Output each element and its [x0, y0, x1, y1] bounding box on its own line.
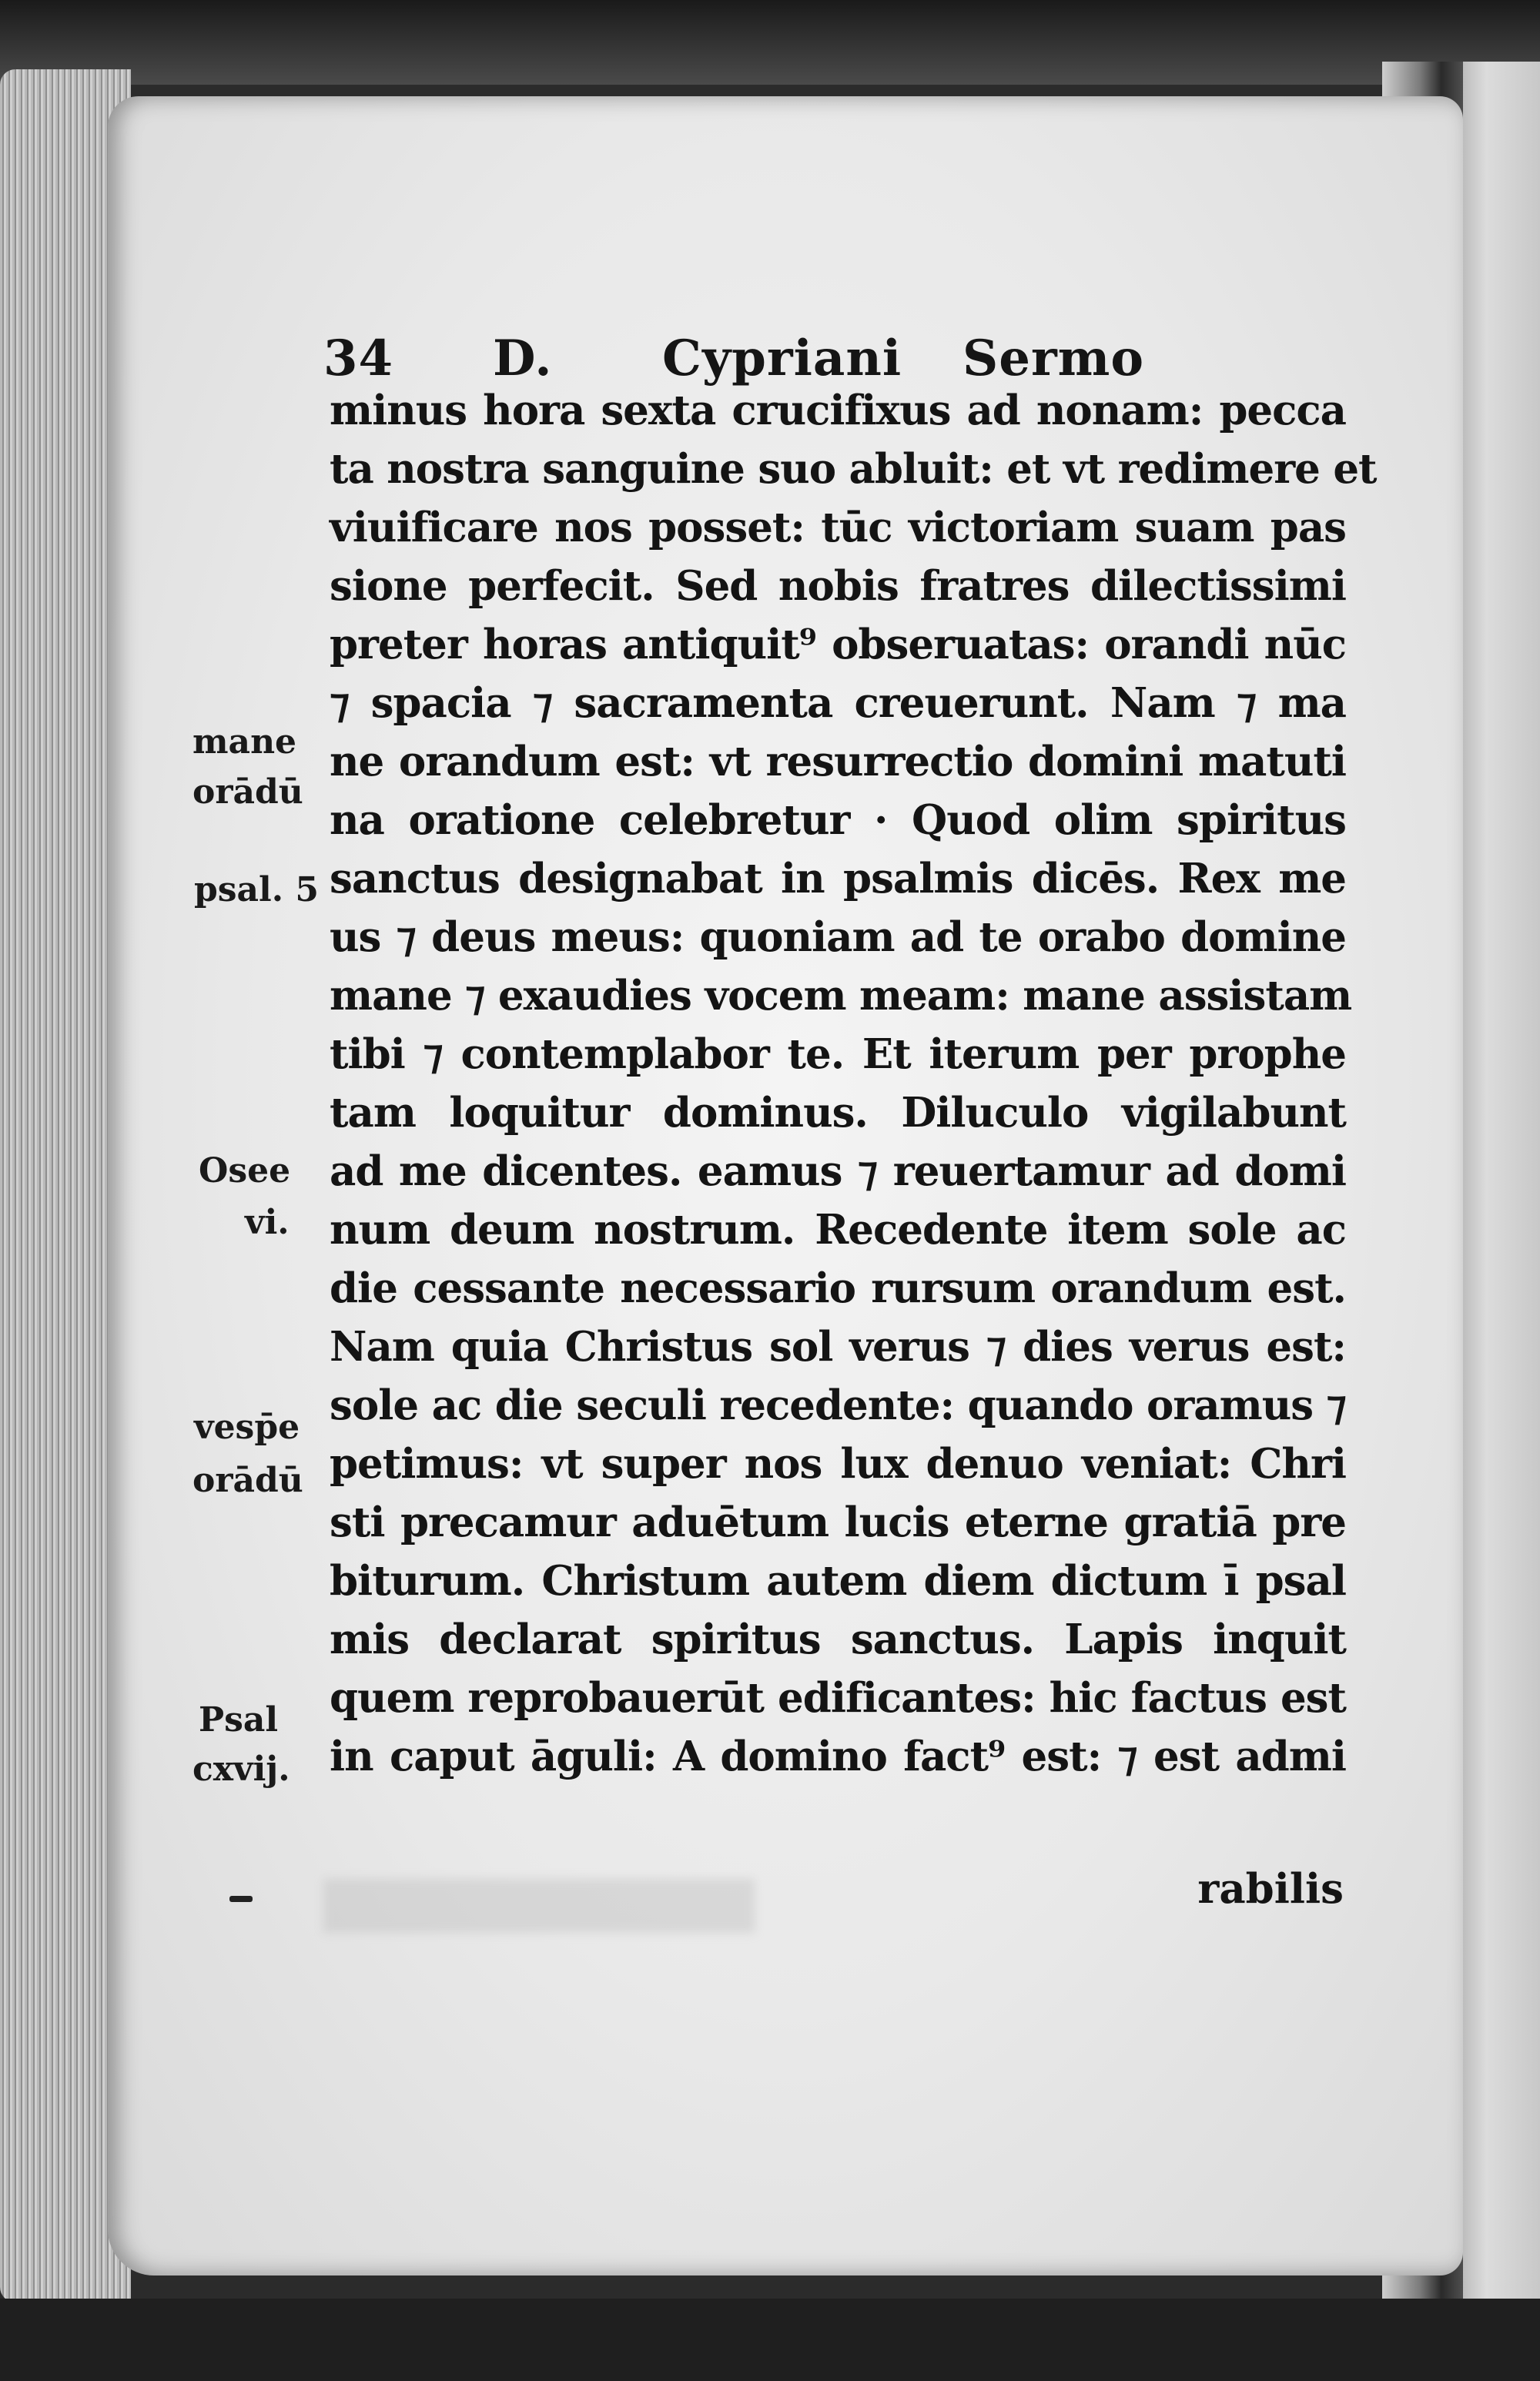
text-line: tam loquitur dominus. Diluculo vigilabunt — [330, 1089, 1346, 1137]
running-head-part: Cypriani — [662, 330, 902, 387]
text-line: Nam quia Christus sol verus ⁊ dies verus est: — [330, 1323, 1346, 1371]
running-head-part: D. — [493, 330, 553, 387]
body-text — [330, 381, 1377, 1786]
margin-note-orandum: orādū — [192, 772, 303, 812]
text-line: ta nostra sanguine suo abluit: et vt redimere et — [330, 445, 1377, 493]
margin-note-psalm-2: Psal — [199, 1700, 279, 1740]
margin-note-mane: mane — [192, 722, 297, 762]
text-line: ad me dicentes. eamus ⁊ reuertamur ad domi — [330, 1147, 1346, 1195]
text-line: preter horas antiquit⁹ obseruatas: orandi nūc — [330, 621, 1346, 668]
text-line: mane ⁊ exaudies vocem meam: mane assistam — [330, 972, 1352, 1020]
text-line: sanctus designabat in psalmis dicēs. Rex me — [330, 855, 1346, 903]
text-line: biturum. Christum autem diem dictum ī psal — [330, 1557, 1346, 1605]
text-line: minus hora sexta crucifixus ad nonam: pecca — [330, 387, 1346, 434]
text-line: die cessante necessario rursum orandum est. — [330, 1264, 1346, 1312]
text-line: ⁊ spacia ⁊ sacramenta creuerunt. Nam ⁊ ma — [330, 679, 1346, 727]
background-bottom — [0, 2299, 1540, 2381]
catchword: rabilis — [1197, 1865, 1344, 1913]
margin-note-psalm-number: cxvij. — [192, 1750, 290, 1789]
text-line: quem reprobauerūt edificantes: hic factus est — [330, 1674, 1346, 1722]
running-head-part: Sermo — [962, 330, 1145, 387]
text-line: us ⁊ deus meus: quoniam ad te orabo domine — [330, 913, 1346, 961]
ink-smudge — [323, 1879, 755, 1933]
text-line: na oratione celebretur · Quod olim spiritus — [330, 796, 1346, 844]
margin-note-orandum-2: orādū — [192, 1461, 303, 1500]
margin-note-vespere: vesp̄e — [194, 1408, 300, 1447]
text-line: tibi ⁊ contemplabor te. Et iterum per prophe — [330, 1030, 1346, 1078]
text-line: mis declarat spiritus sanctus. Lapis inquit — [330, 1616, 1346, 1663]
text-line: num deum nostrum. Recedente item sole ac — [330, 1206, 1346, 1254]
text-line: sole ac die seculi recedente: quando oramus ⁊ — [330, 1381, 1346, 1429]
text-line: sti precamur aduētum lucis eterne gratiā pre — [330, 1499, 1346, 1546]
margin-dash — [229, 1896, 253, 1902]
margin-note-osee: Osee — [199, 1151, 291, 1190]
background-top — [0, 0, 1540, 85]
folio-number: 34 — [323, 330, 394, 387]
text-line: ne orandum est: vt resurrectio domini matuti — [330, 738, 1346, 785]
facing-page-edge — [1463, 62, 1540, 2310]
text-line: petimus: vt super nos lux denuo veniat: Chri — [330, 1440, 1346, 1488]
margin-note-chapter: vi. — [245, 1203, 290, 1242]
text-line: viuificare nos posset: tūc victoriam suam pas — [330, 504, 1346, 551]
margin-note-psalm: psal. 5 — [194, 870, 320, 909]
text-line: in caput āguli: A domino fact⁹ est: ⁊ est admi — [330, 1733, 1346, 1780]
text-line: sione perfecit. Sed nobis fratres dilectissimi — [330, 562, 1346, 610]
